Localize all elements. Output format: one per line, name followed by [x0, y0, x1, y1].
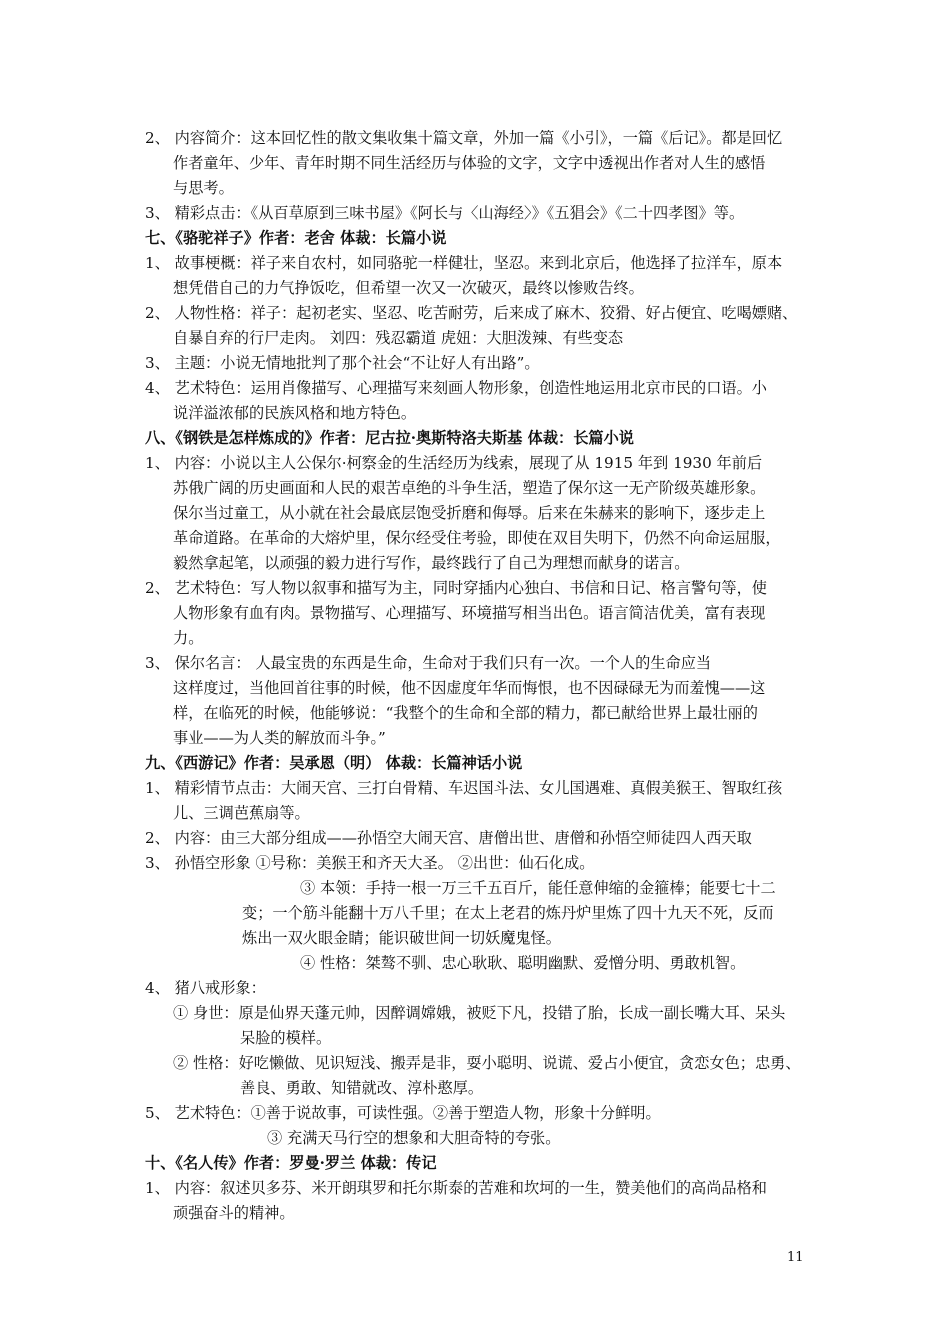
text-line: 2、 内容简介：这本回忆性的散文集收集十篇文章，外加一篇《小引》，一篇《后记》。都是回忆 [145, 129, 783, 147]
text-line: 人物形象有血有肉。景物描写、心理描写、环境描写相当出色。语言简洁优美，富有表现 [173, 604, 766, 622]
text-line: 毅然拿起笔，以顽强的毅力进行写作，最终践行了自己为理想而献身的诺言。 [173, 554, 690, 572]
section-heading: 八、《钢铁是怎样炼成的》作者：尼古拉·奥斯特洛夫斯基 体裁：长篇小说 [145, 429, 634, 447]
text-line: 2、 艺术特色：写人物以叙事和描写为主，同时穿插内心独白、书信和日记、格言警句等，使 [145, 579, 767, 597]
text-line: 说洋溢浓郁的民族风格和地方特色。 [173, 404, 416, 422]
text-line: 3、 孙悟空形象 ①号称：美猴王和齐天大圣。 ②出世：仙石化成。 [145, 854, 595, 872]
text-line: 事业——为人类的解放而斗争。” [173, 729, 386, 747]
text-line: 作者童年、少年、青年时期不同生活经历与体验的文字，文字中透视出作者对人生的感悟 [173, 154, 766, 172]
text-line: 儿、三调芭蕉扇等。 [173, 804, 310, 822]
text-line: 2、 内容：由三大部分组成——孙悟空大闹天宫、唐僧出世、唐僧和孙悟空师徒四人西天取 [145, 829, 752, 847]
text-line: 力。 [173, 629, 204, 647]
text-line: 5、 艺术特色：①善于说故事，可读性强。②善于塑造人物，形象十分鲜明。 [145, 1104, 661, 1122]
text-line: 样，在临死的时候，他能够说：“我整个的生命和全部的精力，都已献给世界上最壮丽的 [173, 704, 758, 722]
text-line: 1、 内容：小说以主人公保尔·柯察金的生活经历为线索，展现了从 1915 年到 1930 年前后 [145, 454, 763, 472]
section-heading: 九、《西游记》作者：吴承恩（明） 体裁：长篇神话小说 [145, 754, 523, 772]
text-line: 3、 保尔名言： 人最宝贵的东西是生命，生命对于我们只有一次。一个人的生命应当 [145, 654, 712, 672]
text-line: 3、 主题：小说无情地批判了那个社会“不让好人有出路”。 [145, 354, 540, 372]
text-line: 这样度过，当他回首往事的时候，他不因虚度年华而悔恨，也不因碌碌无为而羞愧——这 [173, 679, 766, 697]
text-line: 1、 故事梗概：祥子来自农村，如同骆驼一样健壮，坚忍。来到北京后，他选择了拉洋车，原本 [145, 254, 783, 272]
text-line: 顽强奋斗的精神。 [173, 1204, 295, 1222]
text-line: ③ 充满天马行空的想象和大胆奇特的夸张。 [267, 1129, 561, 1147]
text-line: 苏俄广阔的历史画面和人民的艰苦卓绝的斗争生活，塑造了保尔这一无产阶级英雄形象。 [173, 479, 766, 497]
text-line: ④ 性格：桀骜不驯、忠心耿耿、聪明幽默、爱憎分明、勇敢机智。 [300, 954, 746, 972]
text-line: 1、 精彩情节点击：大闹天宫、三打白骨精、车迟国斗法、女儿国遇难、真假美猴王、智取红孩 [145, 779, 783, 797]
text-line: 想凭借自己的力气挣饭吃，但希望一次又一次破灭，最终以惨败告终。 [173, 279, 644, 297]
text-line: 与思考。 [173, 179, 234, 197]
text-line: 保尔当过童工，从小就在社会最底层饱受折磨和侮辱。后来在朱赫来的影响下，逐步走上 [173, 504, 766, 522]
text-line: 革命道路。在革命的大熔炉里，保尔经受住考验，即使在双目失明下，仍然不向命运屈服， [173, 529, 781, 547]
page-number: 11 [787, 1250, 804, 1265]
text-line: 呆脸的模样。 [240, 1029, 332, 1047]
text-line: ① 身世：原是仙界天蓬元帅，因醉调嫦娥，被贬下凡，投错了胎，长成一副长嘴大耳、呆头 [173, 1004, 786, 1022]
text-line: 4、 猪八戒形象： [145, 979, 266, 997]
text-line: 1、 内容：叙述贝多芬、米开朗琪罗和托尔斯泰的苦难和坎坷的一生，赞美他们的高尚品格和 [145, 1179, 767, 1197]
text-line: ③ 本领：手持一根一万三千五百斤，能任意伸缩的金箍棒；能要七十二 [300, 879, 776, 897]
section-heading: 七、《骆驼祥子》作者：老舍 体裁：长篇小说 [145, 229, 447, 247]
text-line: 4、 艺术特色：运用肖像描写、心理描写来刻画人物形象，创造性地运用北京市民的口语。小 [145, 379, 767, 397]
text-line: 3、 精彩点击：《从百草原到三味书屋》《阿长与〈山海经〉》《五猖会》《二十四孝图》等。 [145, 204, 745, 222]
text-line: 变；一个筋斗能翻十万八千里；在太上老君的炼丹炉里炼了四十九天不死，反而 [242, 904, 774, 922]
text-line: 自暴自弃的行尸走肉。 刘四：残忍霸道 虎妞：大胆泼辣、有些变态 [173, 329, 624, 347]
section-heading: 十、《名人传》作者：罗曼·罗兰 体裁：传记 [145, 1154, 437, 1172]
text-line: 善良、勇敢、知错就改、淳朴憨厚。 [240, 1079, 483, 1097]
text-line: 2、 人物性格：祥子：起初老实、坚忍、吃苦耐劳，后来成了麻木、狡猾、好占便宜、吃喝嫖赌、 [145, 304, 798, 322]
text-line: 炼出一双火眼金睛；能识破世间一切妖魔鬼怪。 [242, 929, 561, 947]
text-line: ② 性格：好吃懒做、见识短浅、搬弄是非，耍小聪明、说谎、爱占小便宜，贪恋女色；忠勇、 [173, 1054, 801, 1072]
